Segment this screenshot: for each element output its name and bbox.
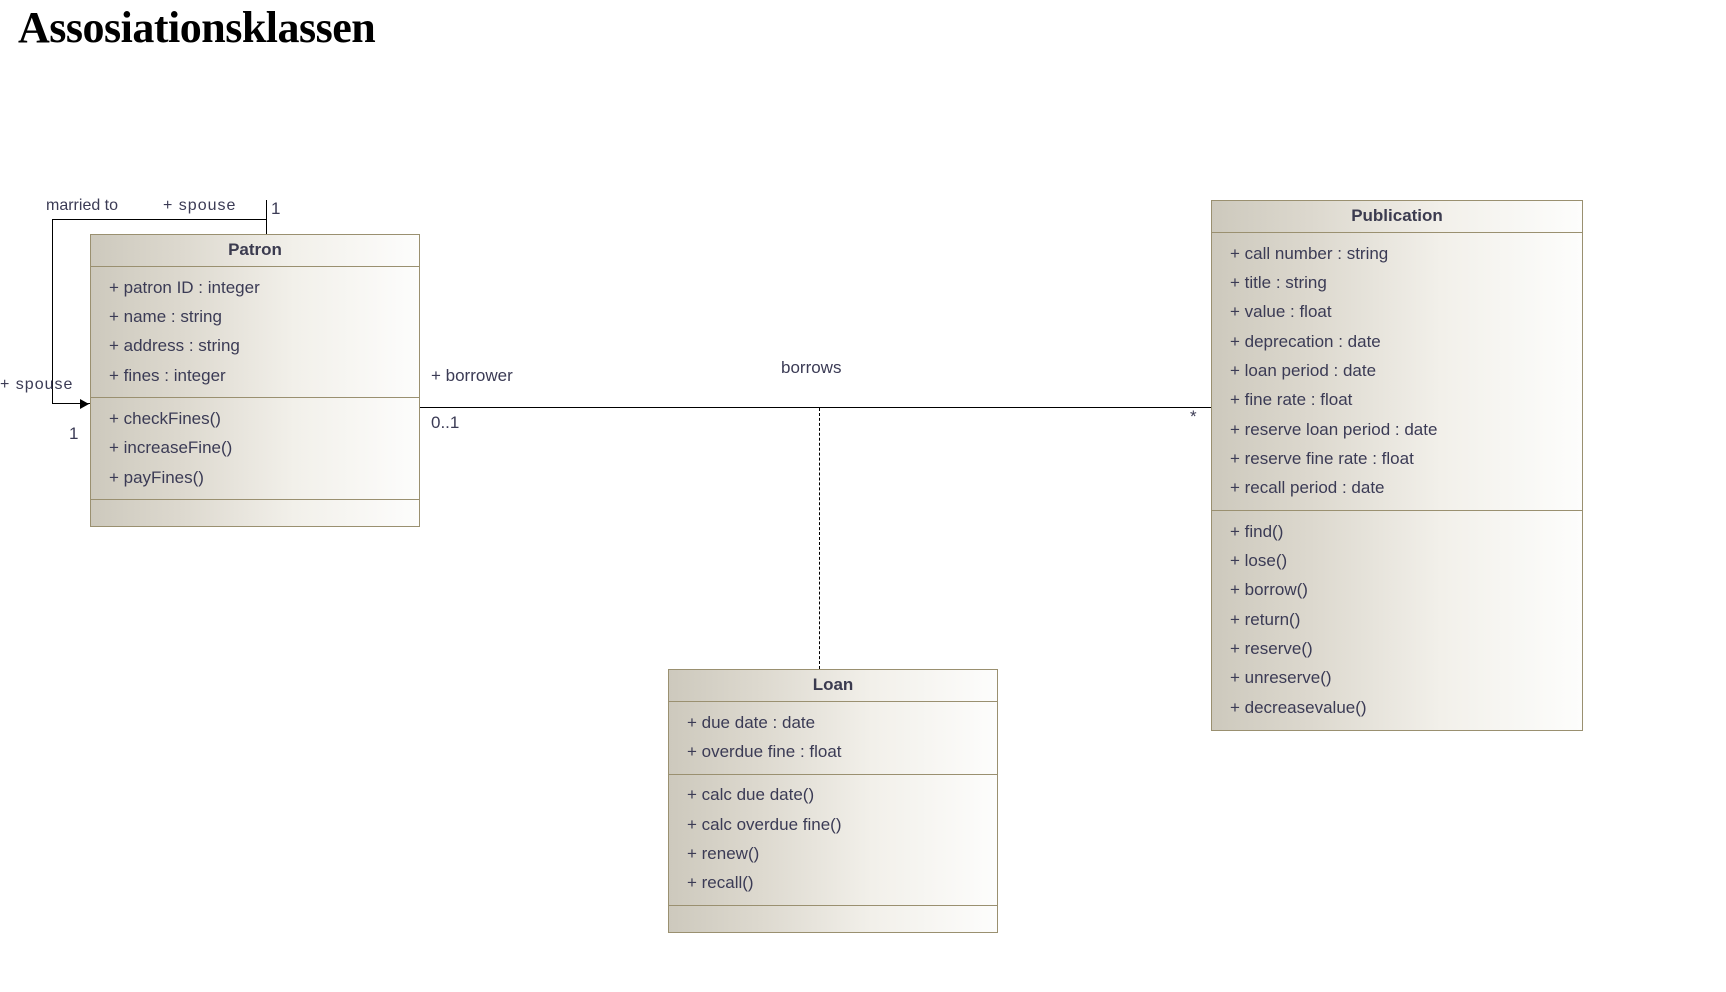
uml-extra-compartment-loan — [669, 906, 997, 932]
uml-operation: + checkFines() — [109, 408, 221, 428]
uml-attributes-loan — [669, 702, 997, 775]
role-label-spouse-top: + spouse — [163, 197, 237, 214]
borrows-association-line — [420, 407, 1211, 408]
uml-class-name-publication: Publication — [1212, 201, 1582, 233]
married-to-line-top — [52, 219, 267, 220]
uml-operation: + renew() — [687, 843, 760, 863]
uml-class-name-loan: Loan — [669, 670, 997, 702]
multiplicity-spouse-left: 1 — [69, 424, 79, 443]
uml-attribute: + value : float — [1230, 302, 1332, 322]
multiplicity-borrower: 0..1 — [431, 413, 460, 432]
uml-attribute: + fine rate : float — [1230, 390, 1353, 410]
uml-operation: + calc overdue fine() — [687, 814, 842, 834]
role-label-spouse-left: + spouse — [0, 376, 74, 393]
uml-attributes-publication — [1212, 233, 1582, 511]
uml-operations-publication — [1212, 511, 1582, 729]
uml-attribute: + overdue fine : float — [687, 741, 842, 761]
uml-attribute: + loan period : date — [1230, 360, 1377, 380]
uml-operation: + unreserve() — [1230, 668, 1332, 688]
uml-class-loan[interactable] — [668, 669, 998, 933]
uml-attribute: + reserve loan period : date — [1230, 419, 1438, 439]
uml-operation: + increaseFine() — [109, 438, 233, 458]
uml-operation: + decreasevalue() — [1230, 697, 1367, 717]
uml-class-publication[interactable] — [1211, 200, 1583, 731]
uml-attributes-patron — [91, 267, 419, 398]
association-label-borrows: borrows — [781, 358, 842, 377]
uml-operation: + calc due date() — [687, 785, 815, 805]
uml-operations-patron — [91, 398, 419, 500]
uml-operation: + lose() — [1230, 550, 1288, 570]
association-label-married-to: married to — [46, 197, 119, 214]
uml-attribute: + fines : integer — [109, 365, 226, 385]
association-class-connector — [819, 408, 820, 669]
uml-operation: + reserve() — [1230, 638, 1313, 658]
page-title: Assosiationsklassen — [18, 3, 376, 52]
uml-attribute: + due date : date — [687, 712, 816, 732]
uml-attribute: + patron ID : integer — [109, 277, 260, 297]
uml-operations-loan — [669, 775, 997, 906]
uml-operation: + find() — [1230, 521, 1284, 541]
uml-operation: + borrow() — [1230, 580, 1308, 600]
role-label-borrower: + borrower — [431, 366, 513, 385]
uml-attribute: + call number : string — [1230, 243, 1389, 263]
uml-attribute: + title : string — [1230, 272, 1327, 292]
uml-extra-compartment-patron — [91, 500, 419, 526]
uml-class-name-patron: Patron — [91, 235, 419, 267]
multiplicity-publication: * — [1190, 407, 1197, 426]
uml-attribute: + reserve fine rate : float — [1230, 448, 1414, 468]
married-to-arrow-icon — [80, 399, 89, 409]
uml-attribute: + name : string — [109, 306, 222, 326]
uml-attribute: + deprecation : date — [1230, 331, 1381, 351]
multiplicity-spouse-top: 1 — [271, 199, 281, 218]
uml-attribute: + address : string — [109, 336, 240, 356]
uml-attribute: + recall period : date — [1230, 478, 1385, 498]
uml-operation: + recall() — [687, 873, 754, 893]
uml-operation: + payFines() — [109, 467, 204, 487]
uml-class-patron[interactable] — [90, 234, 420, 527]
uml-operation: + return() — [1230, 609, 1301, 629]
